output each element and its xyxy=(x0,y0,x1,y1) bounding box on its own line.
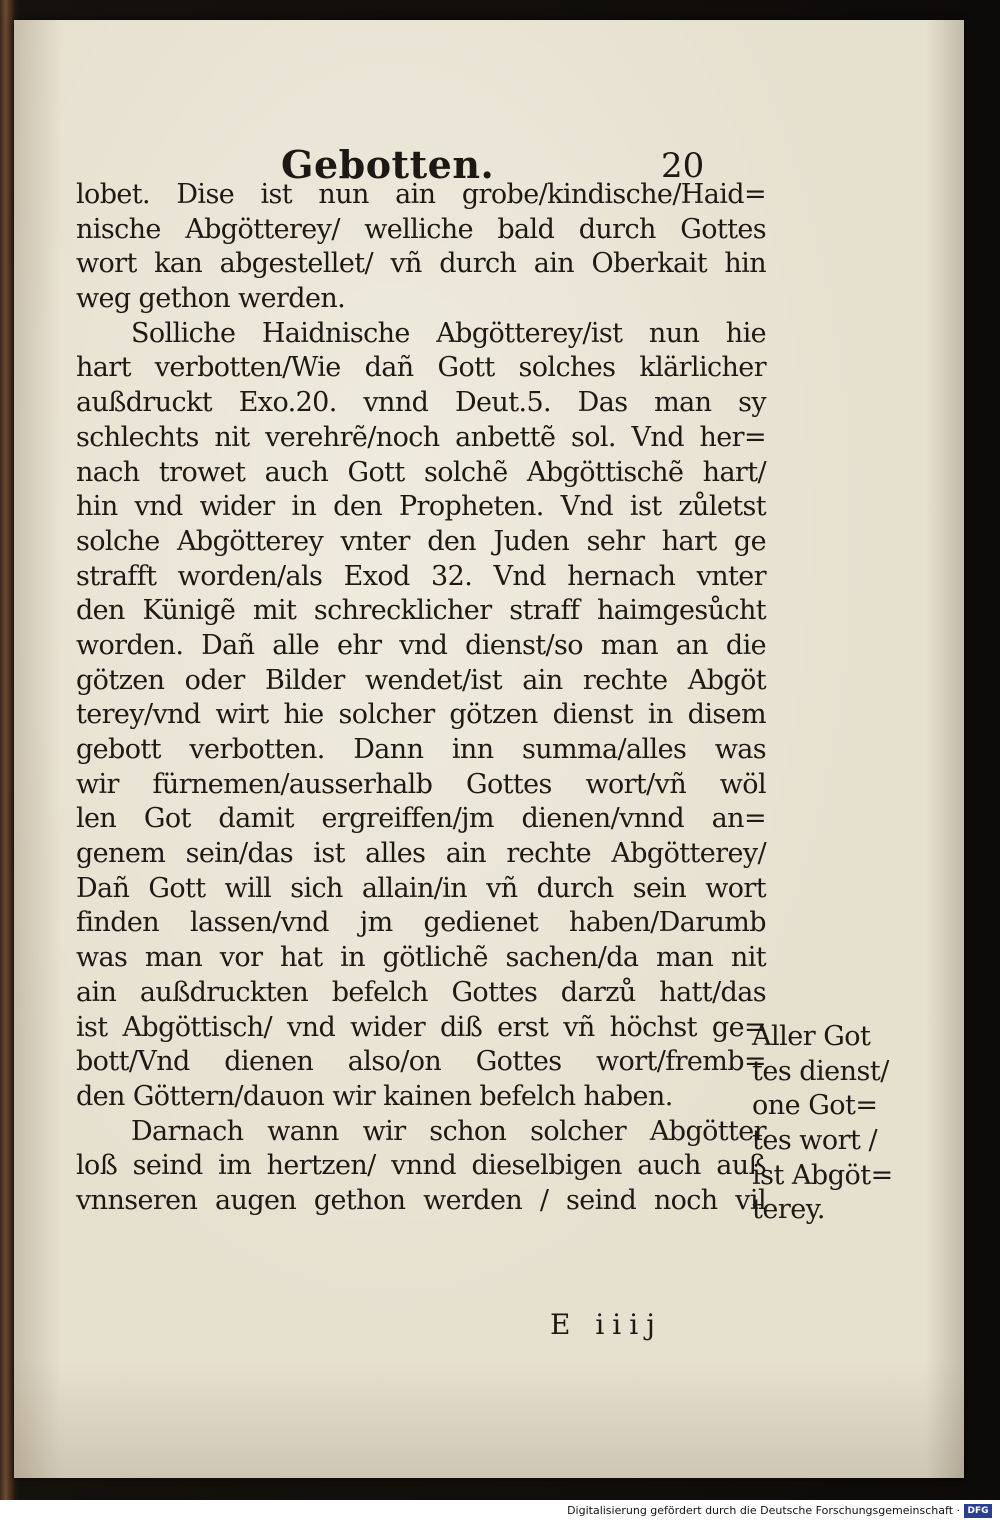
text-line: Dañ Gott will sich allain/in vñ durch sein wort xyxy=(76,872,766,904)
text-line: len Got damit ergreiffen/jm dienen/vnnd an= xyxy=(76,803,766,835)
text-line: außdruckt Exo.20. vnnd Deut.5. Das man sy xyxy=(76,387,766,419)
text-line: terey/vnd wirt hie solcher götzen dienst in disem xyxy=(76,699,766,731)
text-line: hart verbotten/Wie dañ Gott solches klärlicher xyxy=(76,352,766,384)
text-line: was man vor hat in götlichẽ sachen/da man nit xyxy=(76,942,766,974)
text-line: nische Abgötterey/ welliche bald durch Gottes xyxy=(76,213,766,245)
book-binding xyxy=(0,0,14,1500)
text-line: loß seind im hertzen/ vnnd dieselbigen auch auß xyxy=(76,1150,766,1182)
text-line: wir fürnemen/ausserhalb Gottes wort/vñ wöl xyxy=(76,768,766,800)
text-line: nach trowet auch Gott solchẽ Abgöttischẽ hart/ xyxy=(76,456,766,488)
signature-mark: E iiij xyxy=(550,1308,663,1341)
marginal-note xyxy=(752,1020,912,1228)
marginal-note-line: tes wort / xyxy=(752,1125,878,1157)
text-line: schlechts nit verehrẽ/noch anbettẽ sol. Vnd her= xyxy=(76,421,766,453)
marginal-note-line: terey. xyxy=(752,1194,825,1226)
text-line: ain außdruckten befelch Gottes darzů hatt/das xyxy=(76,976,766,1008)
text-line: lobet. Dise ist nun ain grobe/kindische/Haid= xyxy=(76,179,766,210)
book-page xyxy=(14,20,964,1478)
marginal-note-line: ist Abgöt= xyxy=(752,1159,893,1191)
text-line: finden lassen/vnd jm gedienet haben/Darumb xyxy=(76,907,766,939)
marginal-note-line: one Got= xyxy=(752,1090,878,1122)
text-line: weg gethon werden. xyxy=(76,283,346,315)
text-line: strafft worden/als Exod 32. Vnd hernach vnter xyxy=(76,560,766,592)
text-line: götzen oder Bilder wendet/ist ain rechte Abgöt xyxy=(76,664,766,696)
text-line: den Künigẽ mit schrecklicher straff haimgesůcht xyxy=(76,595,766,627)
text-line: bott/Vnd dienen also/on Gottes wort/fremb= xyxy=(76,1046,766,1078)
marginal-note-line: Aller Got xyxy=(752,1021,871,1052)
text-line: ist Abgöttisch/ vnd wider diß erst vñ höchst ge= xyxy=(76,1011,766,1043)
marginal-note-line: tes dienst/ xyxy=(752,1055,889,1087)
running-head: Gebotten. xyxy=(281,142,495,187)
text-line: Darnach wann wir schon solcher Abgötter xyxy=(131,1115,766,1147)
text-line: solche Abgötterey vnter den Juden sehr hart ge xyxy=(76,525,766,557)
text-line: vnnseren augen gethon werden / seind noch vil xyxy=(76,1184,766,1216)
text-line: Solliche Haidnische Abgötterey/ist nun hie xyxy=(131,317,766,349)
text-line: den Göttern/dauon wir kainen befelch haben. xyxy=(76,1080,673,1112)
text-line: worden. Dañ alle ehr vnd dienst/so man an die xyxy=(76,629,766,661)
text-line: gebott verbotten. Dann inn summa/alles was xyxy=(76,734,766,765)
main-text-block xyxy=(76,178,766,1219)
page-number: 20 xyxy=(661,146,705,186)
funding-credit: Digitalisierung gefördert durch die Deutsche Forschungsgemeinschaft · xyxy=(567,1504,960,1517)
footer-bar xyxy=(0,1500,1000,1523)
text-line: wort kan abgestellet/ vñ durch ain Oberkait hin xyxy=(76,248,766,280)
text-line: genem sein/das ist alles ain rechte Abgötterey/ xyxy=(76,838,766,870)
dfg-logo: DFG xyxy=(964,1504,992,1518)
text-line: hin vnd wider in den Propheten. Vnd ist zůletst xyxy=(76,491,766,523)
